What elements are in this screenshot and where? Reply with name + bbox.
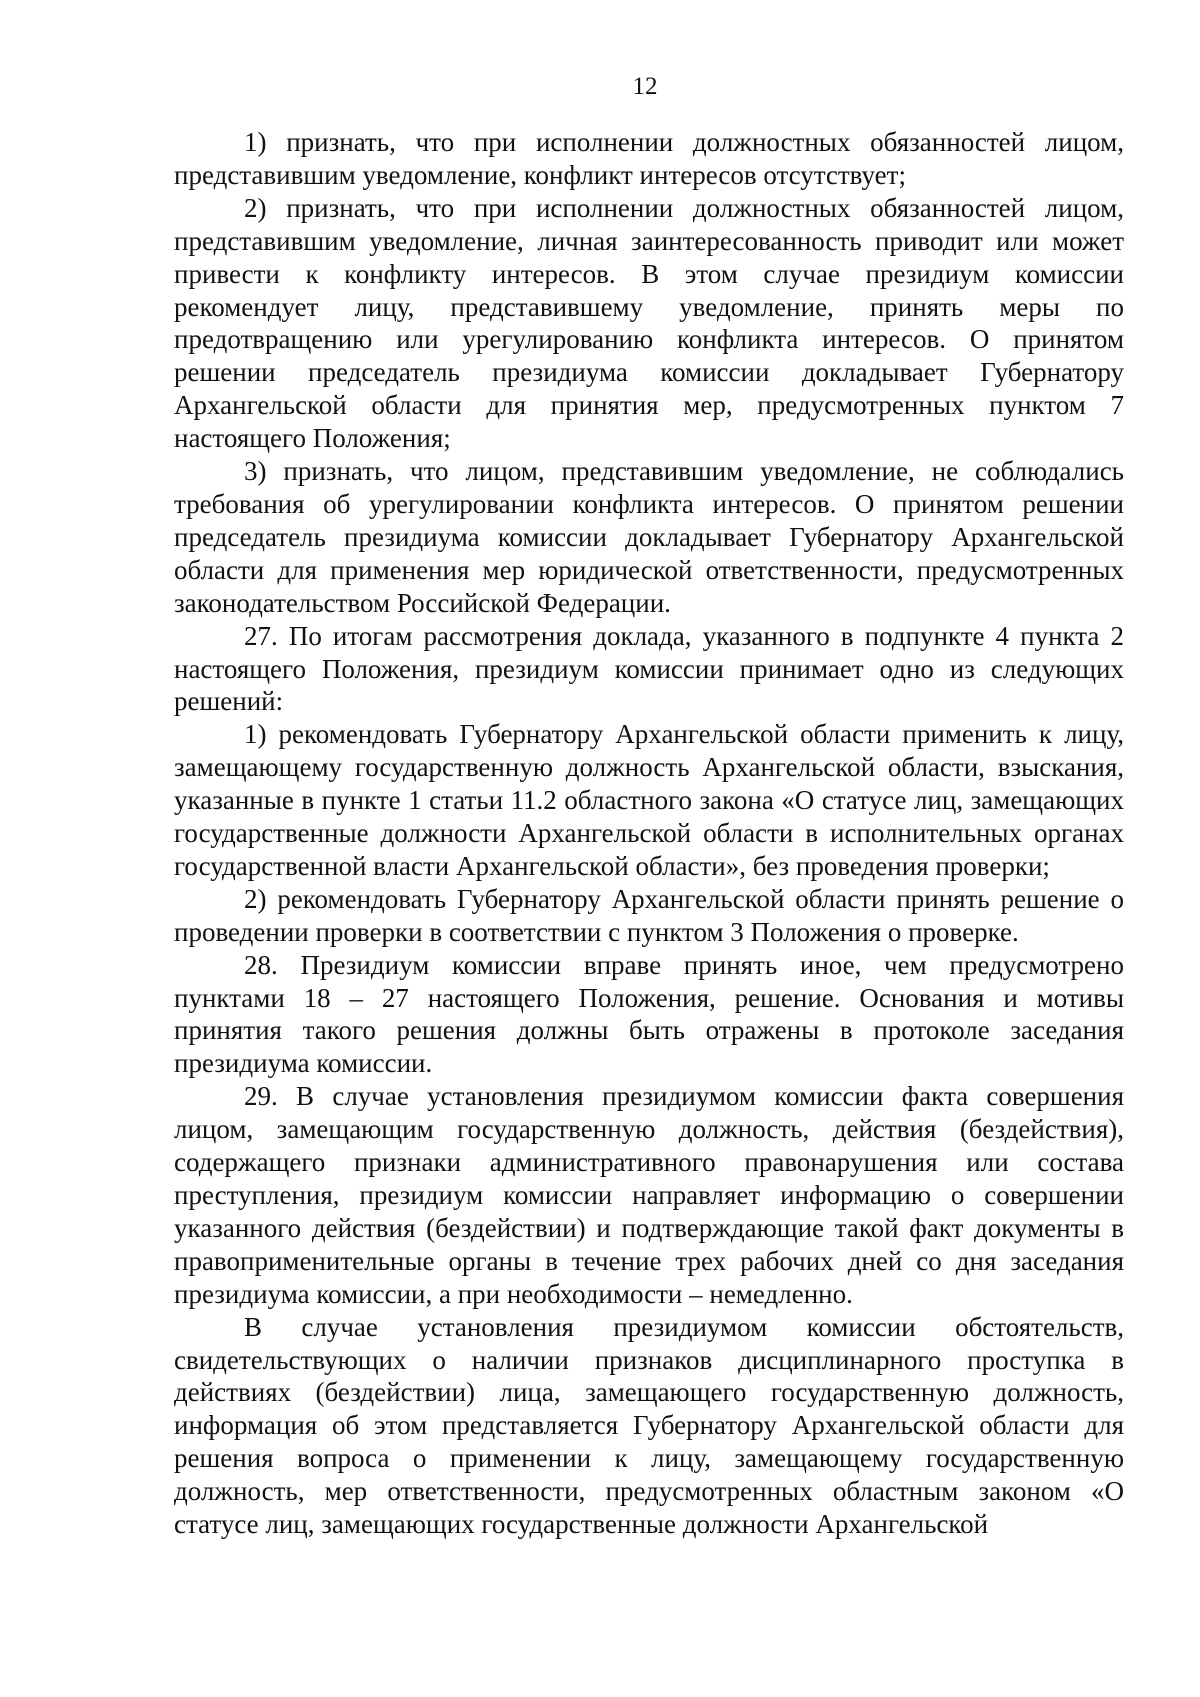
clause-27-item-1: 1) рекомендовать Губернатору Архангельской области применить к лицу, замещающему государственную должность Архангельской области, взыскания, указанные в пункте 1 статьи 11.2 областного закона «О статусе лиц, замещающих государственные должности Архангельской области в исполнительных органах государственной власти Архангельской области», без проведения проверки; <box>174 719 1124 881</box>
paragraph-1-item-2: 2) признать, что при исполнении должностных обязанностей лицом, представившим уведомление, личная заинтересованность приводит или может привести к конфликту интересов. В этом случае президиум комиссии рекомендует лицу, представившему уведомление, принять меры по предотвращению или урегулированию конфликта интересов. О принятом решении председатель президиума комиссии докладывает Губернатору Архангельской области для принятия мер, предусмотренных пунктом 7 настоящего Положения; <box>174 192 1124 454</box>
clause-29-continuation: В случае установления президиумом комиссии обстоятельств, свидетельствующих о наличии признаков дисциплинарного проступка в действиях (бездействии) лица, замещающего государственную должность, информация об этом представляется Губернатору Архангельской области для решения вопроса о применении к лицу, замещающему государственную должность, мер ответственности, предусмотренных областным законом «О статусе лиц, замещающих государственные должности Архангельской <box>174 1311 1124 1540</box>
paragraph-1-item-3: 3) признать, что лицом, представившим уведомление, не соблюдались требования об урегулировании конфликта интересов. О принятом решении председатель президиума комиссии докладывает Губернатору Архангельской области для применения мер юридической ответственности, предусмотренных законодательством Российской Федерации. <box>174 456 1124 618</box>
document-body <box>174 126 1124 1541</box>
paragraph-1-item-1: 1) признать, что при исполнении должностных обязанностей лицом, представившим уведомление, конфликт интересов отсутствует; <box>174 127 1124 190</box>
clause-28: 28. Президиум комиссии вправе принять иное, чем предусмотрено пунктами 18 – 27 настоящего Положения, решение. Основания и мотивы принятия такого решения должны быть отражены в протоколе заседания президиума комиссии. <box>174 949 1124 1079</box>
clause-29: 29. В случае установления президиумом комиссии факта совершения лицом, замещающим государственную должность, действия (бездействия), содержащего признаки административного правонарушения или состава преступления, президиум комиссии направляет информацию о совершении указанного действия (бездействии) и подтверждающие такой факт документы в правоприменительные органы в течение трех рабочих дней со дня заседания президиума комиссии, а при необходимости – немедленно. <box>174 1081 1124 1309</box>
page-number: 12 <box>632 73 658 100</box>
clause-27: 27. По итогам рассмотрения доклада, указанного в подпункте 4 пункта 2 настоящего Положения, президиум комиссии принимает одно из следующих решений: <box>174 620 1124 717</box>
clause-27-item-2: 2) рекомендовать Губернатору Архангельской области принять решение о проведении проверки в соответствии с пунктом 3 Положения о проверке. <box>174 883 1124 947</box>
